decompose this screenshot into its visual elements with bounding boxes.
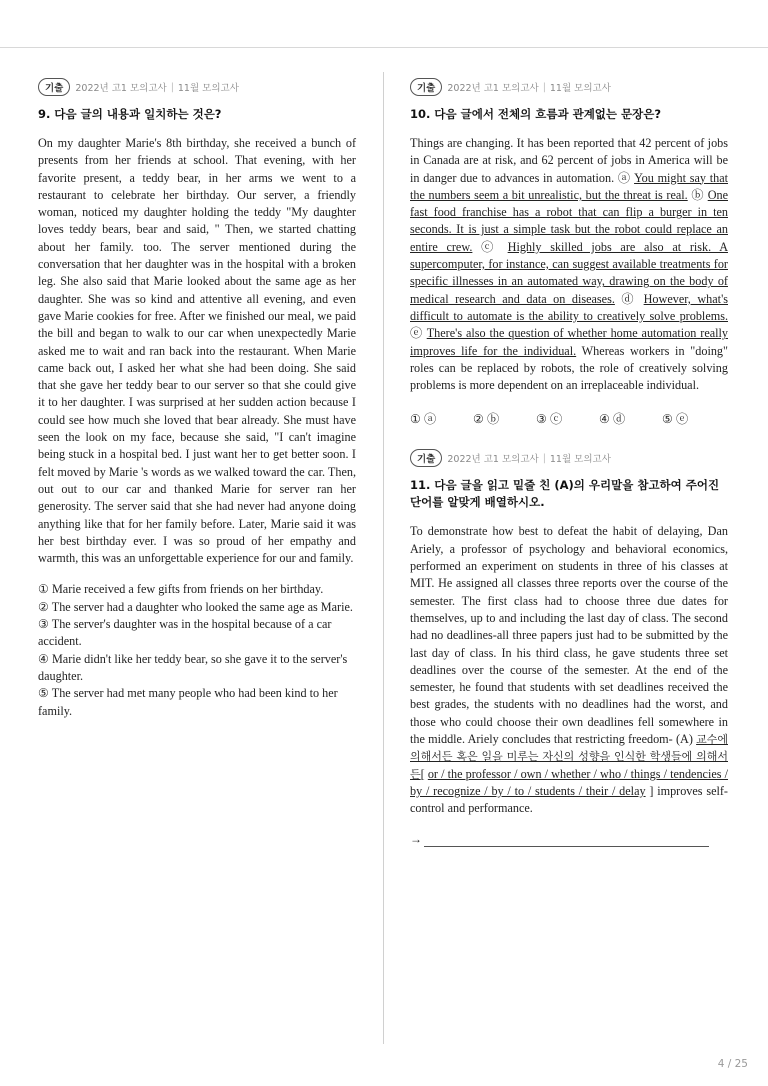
source-year: 2022년 고1 모의고사 — [447, 83, 539, 94]
option-2[interactable]: ② ⓑ — [473, 412, 500, 427]
right-column — [410, 78, 728, 847]
source-month: 11월 모의고사 — [549, 454, 611, 466]
answer-line[interactable] — [410, 832, 728, 847]
header-rule — [0, 47, 768, 48]
option-3[interactable]: ③ ⓒ — [536, 412, 563, 427]
answer-blank[interactable] — [424, 834, 709, 847]
source-year: 2022년 고1 모의고사 — [447, 454, 539, 466]
option-2[interactable]: ② The server had a daughter who looked the same age as Marie. — [38, 599, 353, 614]
sentence-b: One fast food franchise has a robot that can flip a burger in ten seconds. It is just a simple task but the robot could replace an entire crew. — [410, 187, 728, 254]
question-title: 11. 다음 글을 읽고 밑줄 친 (A)의 우리말을 참고하여 주어진 단어를 알맞게 배열하시오. — [410, 478, 720, 510]
marker-e: ⓔ — [410, 326, 424, 341]
option-5[interactable]: ⑤ The server had met many people who had been kind to her family. — [38, 686, 338, 718]
marker-d: ⓓ — [621, 291, 638, 306]
source-year: 2022년 고1 모의고사 — [75, 83, 167, 94]
page-number: 4 / 25 — [717, 1058, 748, 1070]
passage — [410, 523, 728, 817]
question-11 — [410, 449, 728, 846]
passage-outro: Whereas workers in "doing" roles can be replaced by robots, the role of creatively solving problems is more dependent on an irreplaceable individual. — [410, 343, 728, 393]
passage — [410, 135, 728, 394]
sentence-d: However, what's difficult to automate is the ability to creatively solve problems. — [410, 291, 729, 323]
option-4[interactable]: ④ Marie didn't like her teddy bear, so she gave it to the server's daughter. — [38, 651, 348, 683]
option-4[interactable]: ④ ⓓ — [599, 412, 626, 427]
source-month: 11월 모의고사 — [549, 83, 611, 94]
source-line — [38, 78, 356, 96]
option-5[interactable]: ⑤ ⓔ — [662, 412, 689, 427]
answer-options — [410, 410, 728, 427]
korean-hint: 교수에 의해서든 혹은 일을 미루는 자신의 성향을 인식한 학생들에 의해서든 — [410, 733, 728, 781]
source-month: 11월 모의고사 — [177, 83, 239, 94]
option-1[interactable]: ① ⓐ — [410, 412, 437, 427]
arrow-icon: → — [410, 831, 422, 846]
question-title: 9. 다음 글의 내용과 일치하는 것은? — [38, 107, 222, 121]
question-title: 10. 다음 글에서 전체의 흐름과 관계없는 문장은? — [410, 107, 662, 121]
answer-options — [38, 581, 356, 719]
bracket-open: [ — [420, 766, 428, 781]
word-bank: or / the professor / own / whether / who / things / tendencies / by / recognize / by / to / students / their / delay — [410, 766, 729, 798]
marker-a: ⓐ — [617, 170, 631, 185]
source-separator: | — [542, 452, 546, 464]
passage: On my daughter Marie's 8th birthday, she received a bunch of presents from her friends at school. That evening, with her favorite present, a teddy bear, in her arms we went to a restaurant to celebrate her birthday. Our server, a friendly woman, noticed my daughter holding the teddy "My daughter loves teddy bears, bear and said, " Then, we started chatting about her family. too. The server mentioned during the conversation that her daughter was in the hospital with a broken leg. She also said that Marie looked about the same age as her daughter. She was so kind and attentive all evening, and even gave Marie cookies for free. After we finished our meal, we paid the bill and began to walk to our car when unexpectedly Marie asked me to wait and ran back into the restaurant. When Marie came back out, I asked her what she had been doing. She said that she gave her teddy bear to our server so that she could give it to her daughter. I was surprised at her sudden action because I could see how much she loved that bear already. She must have seen the look on my face, because she said, "I can't imagine being stuck in a hospital bed. I just want her to get better soon. I felt moved by Marie 's words as we walked toward the car. Then, out out to our car and thanked Marie for server ran her generosity. The server said that she had never had anyone doing anything like that for her family before. Later, Marie said it was her best birthday ever. I was so proud of her empathy and warmth, this was an unforgettable experience for our and family. — [38, 136, 356, 566]
sentence-a: You might say that the numbers seem a bit unrealistic, but the threat is real. — [410, 170, 728, 202]
past-exam-badge: 기출 — [410, 449, 442, 467]
past-exam-badge: 기출 — [38, 78, 70, 96]
bracket-close: ] improves self-control and performance. — [410, 783, 728, 816]
passage-intro: Things are changing. It has been reported that 42 percent of jobs in Canada are at risk, and 62 percent of jobs in America will be in danger due to advances in automation. — [410, 136, 728, 185]
source-line — [410, 449, 728, 467]
marker-b: ⓑ — [691, 187, 705, 202]
passage-body: To demonstrate how best to defeat the habit of delaying, Dan Ariely, a professor of psychology and behavioral economics, performed an experiment on students in three of his classes at MIT. He assigned all classes three reports over the course of the semester. The first class had to choose three due dates for themselves, up to and including the last day of class. The second had no deadlines-all three papers just had to be submitted by the last day of class. In his third class, he gave students three set deadlines over the course of the semester. At the end of the semester, he found that students with set deadlines received the best grades, the students with no deadlines had the worst, and those who could choose their own deadlines fell somewhere in the middle. Ariely concludes that restricting freedom- (A) — [410, 524, 728, 747]
sentence-c: Highly skilled jobs are also at risk. A supercomputer, for instance, can suggest available treatments for specific illnesses in an automated way, drawing on the body of medical research and data on diseases. — [410, 239, 728, 306]
past-exam-badge: 기출 — [410, 78, 442, 96]
column-divider — [383, 72, 384, 1044]
source-separator: | — [542, 81, 546, 93]
question-10 — [410, 78, 728, 427]
source-line — [410, 78, 728, 96]
source-separator: | — [170, 81, 174, 93]
sentence-e: There's also the question of whether home automation really improves life for the individual. — [410, 326, 729, 358]
question-9 — [38, 78, 356, 720]
option-1[interactable]: ① Marie received a few gifts from friends on her birthday. — [38, 582, 324, 597]
option-3[interactable]: ③ The server's daughter was in the hospital because of a car accident. — [38, 617, 332, 649]
marker-c: ⓒ — [481, 239, 499, 254]
